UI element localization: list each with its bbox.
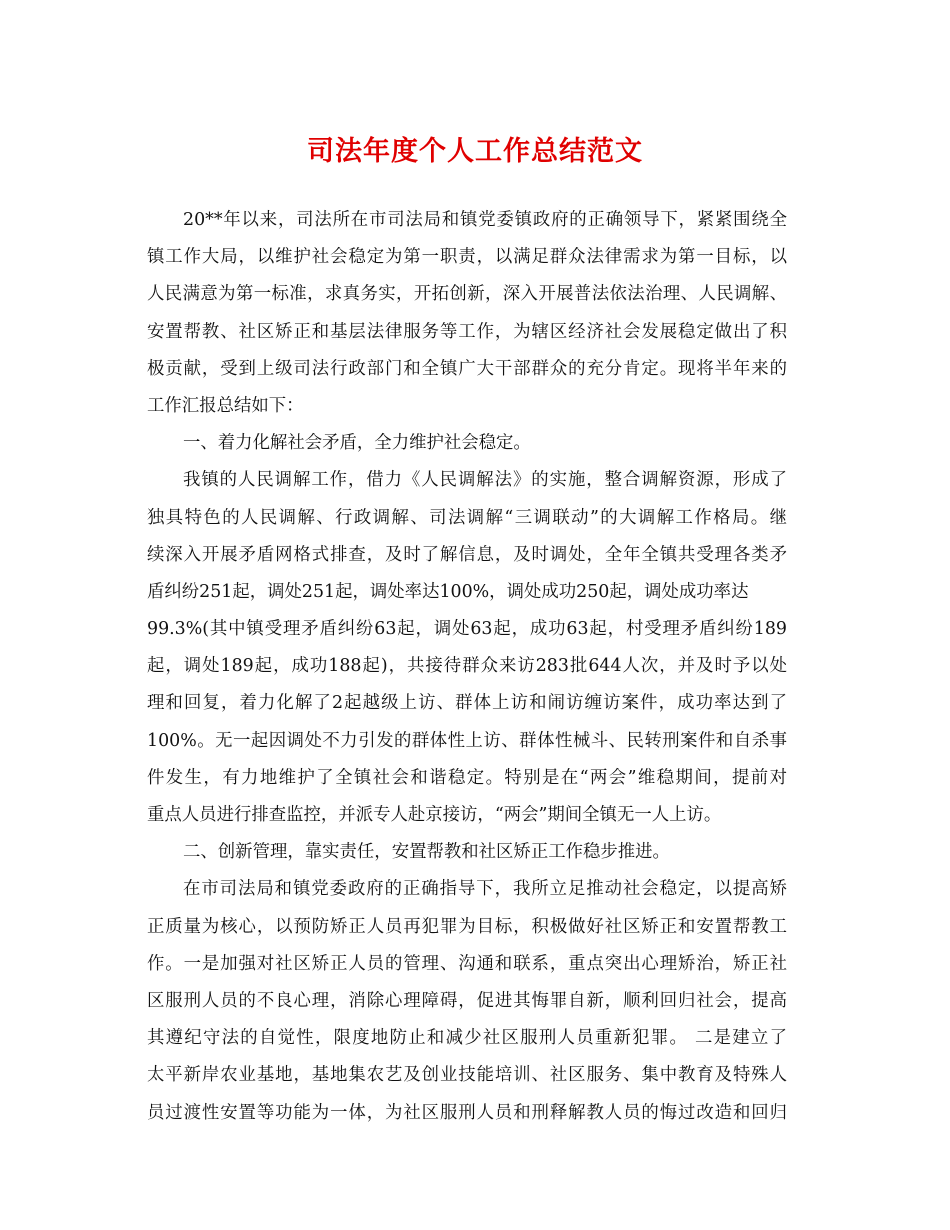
body-line: 二、创新管理，靠实责任，安置帮教和社区矫正工作稳步推进。	[183, 842, 670, 863]
body-line: 一、着力化解社会矛盾，全力维护社会稳定。	[183, 433, 531, 454]
body-line: 工作汇报总结如下：	[147, 395, 304, 416]
body-line: 99.3%(其中镇受理矛盾纠纷63起，调处63起，成功63起，村受理矛盾纠纷189	[147, 619, 787, 640]
body-line: 太平新岸农业基地，基地集农艺及创业技能培训、社区服务、集中教育及特殊人	[147, 1065, 787, 1086]
body-line: 续深入开展矛盾网格式排查，及时了解信息，及时调处，全年全镇共受理各类矛	[147, 544, 787, 565]
body-line: 理和回复，着力化解了2起越级上访、群体上访和闹访缠访案件，成功率达到了	[147, 693, 787, 714]
body-line: 在市司法局和镇党委政府的正确指导下，我所立足推动社会稳定，以提高矫	[183, 879, 787, 900]
body-line: 重点人员进行排查监控，并派专人赴京接访，“两会”期间全镇无一人上访。	[147, 805, 722, 825]
body-line: 区服刑人员的不良心理，消除心理障碍，促进其悔罪自新，顺利回归社会，提高	[147, 990, 787, 1011]
body-line: 其遵纪守法的自觉性，限度地防止和减少社区服刑人员重新犯罪。 二是建立了	[147, 1028, 787, 1049]
body-line: 安置帮教、社区矫正和基层法律服务等工作，为辖区经济社会发展稳定做出了积	[147, 321, 787, 342]
body-line: 员过渡性安置等功能为一体，为社区服刑人员和刑释解教人员的悔过改造和回归	[147, 1102, 787, 1123]
body-line: 作。一是加强对社区矫正人员的管理、沟通和联系，重点突出心理矫治，矫正社	[147, 953, 787, 974]
body-line: 件发生，有力地维护了全镇社会和谐稳定。特别是在“两会”维稳期间，提前对	[147, 767, 787, 788]
document-title: 司法年度个人工作总结范文	[307, 136, 643, 167]
body-line: 正质量为核心，以预防矫正人员再犯罪为目标，积极做好社区矫正和安置帮教工	[147, 916, 787, 937]
document-body	[147, 202, 787, 1132]
body-line: 人民满意为第一标准，求真务实，开拓创新，深入开展普法依法治理、人民调解、	[147, 284, 787, 305]
body-line: 盾纠纷251起，调处251起，调处率达100%，调处成功250起，调处成功率达	[147, 581, 749, 602]
body-line: 起，调处189起，成功188起)，共接待群众来访283批644人次，并及时予以处	[147, 656, 787, 677]
body-line: 独具特色的人民调解、行政调解、司法调解“三调联动”的大调解工作格局。继	[147, 507, 787, 528]
body-line: 20**年以来，司法所在市司法局和镇党委镇政府的正确领导下，紧紧围绕全	[183, 210, 787, 230]
body-line: 极贡献，受到上级司法行政部门和全镇广大干部群众的充分肯定。现将半年来的	[147, 358, 787, 379]
body-line: 我镇的人民调解工作，借力《人民调解法》的实施，整合调解资源，形成了	[183, 470, 787, 491]
body-line: 镇工作大局，以维护社会稳定为第一职责，以满足群众法律需求为第一目标，以	[147, 247, 787, 268]
body-line: 100%。无一起因调处不力引发的群体性上访、群体性械斗、民转刑案件和自杀事	[147, 730, 787, 751]
